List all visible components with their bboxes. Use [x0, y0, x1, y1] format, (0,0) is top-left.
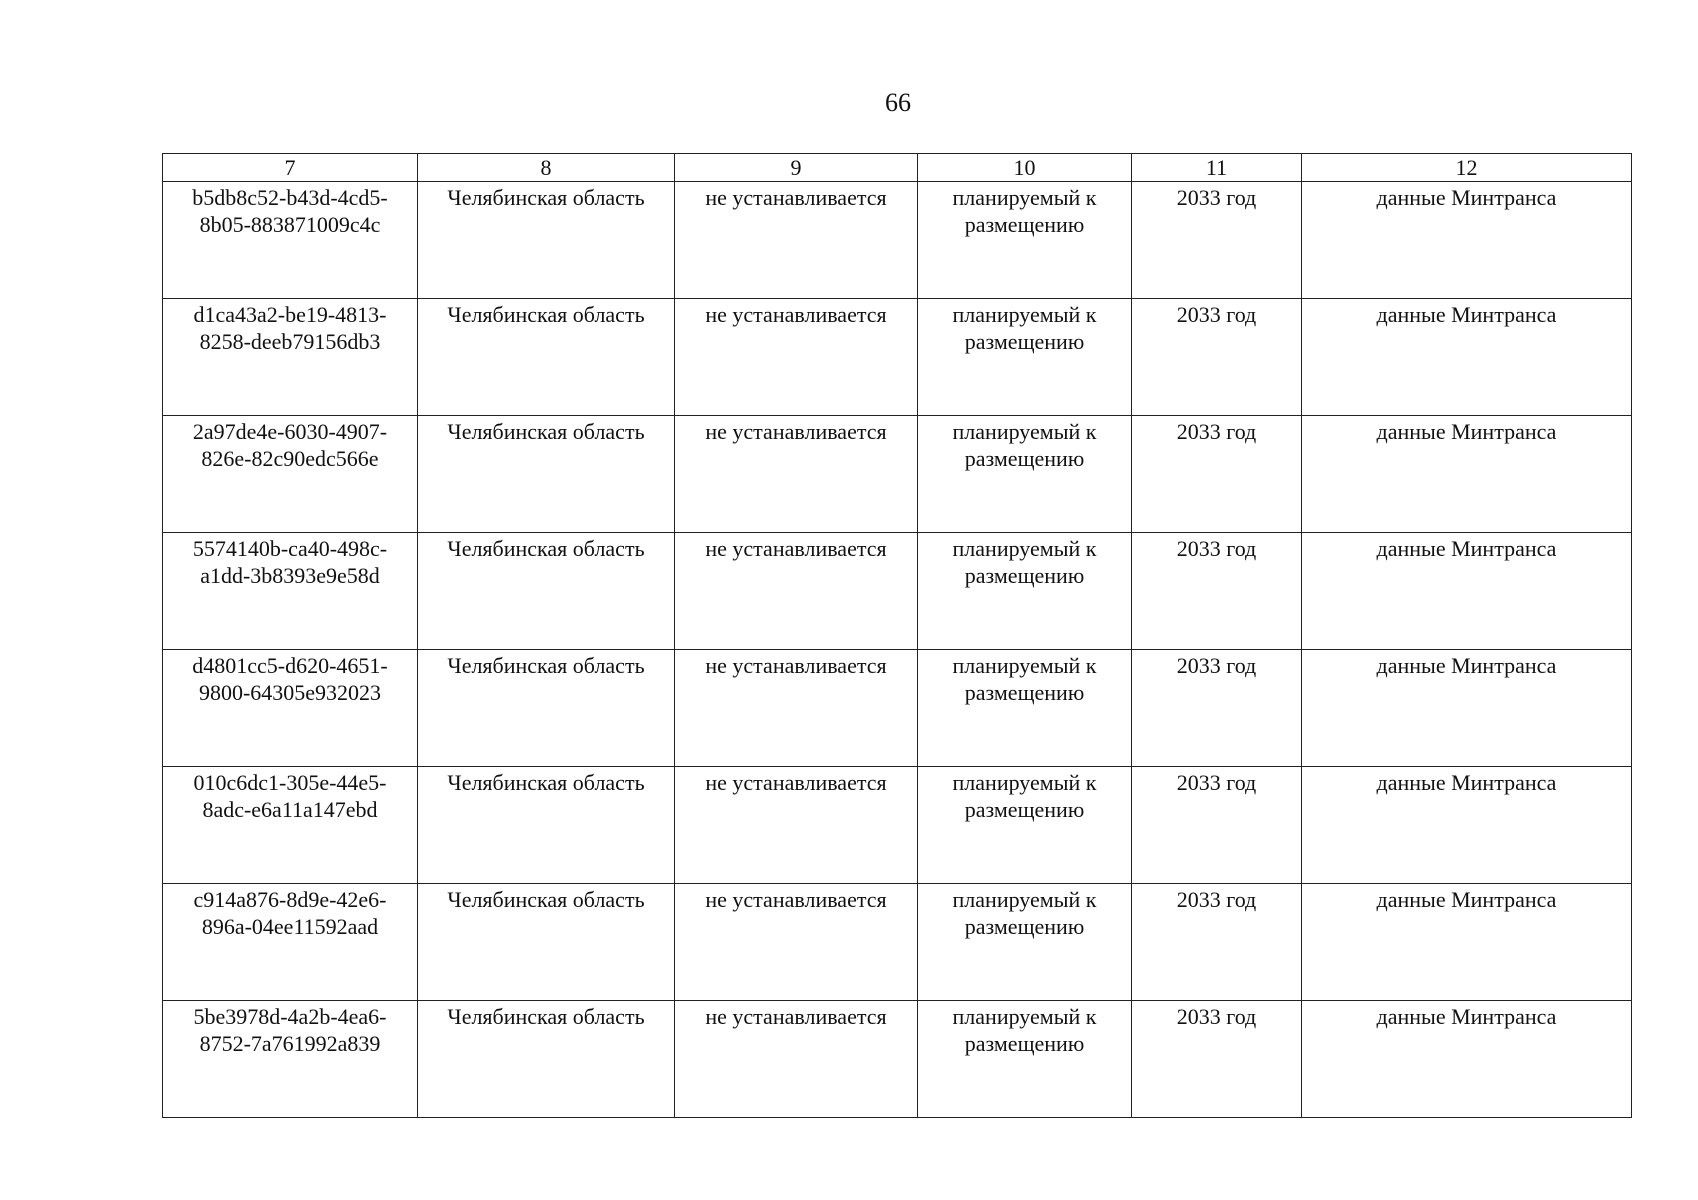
cell-source [1302, 650, 1632, 767]
cell-year [1132, 767, 1302, 884]
cell-status [675, 182, 918, 299]
cell-placement-text: планируемый к [952, 653, 1097, 678]
table-row [163, 416, 1632, 533]
cell-placement-text: планируемый к [952, 185, 1097, 210]
cell-placement [918, 533, 1132, 650]
cell-status-text: не устанавливается [705, 1004, 887, 1029]
cell-object-id [163, 416, 418, 533]
table-row [163, 650, 1632, 767]
cell-region-text: Челябинская область [447, 653, 645, 678]
cell-object-id-text: 8258-deeb79156db3 [199, 329, 381, 354]
cell-year [1132, 650, 1302, 767]
cell-object-id-text: d1ca43a2-be19-4813- [193, 302, 387, 327]
cell-object-id-text: 896a-04ee11592aad [201, 914, 379, 939]
cell-region [418, 299, 675, 416]
cell-object-id-text: 010c6dc1-305e-44e5- [193, 770, 387, 795]
column-header-11: 11 [1132, 154, 1302, 182]
cell-object-id-text: c914a876-8d9e-42e6- [193, 887, 387, 912]
cell-region [418, 182, 675, 299]
cell-region-text: Челябинская область [447, 887, 645, 912]
cell-object-id [163, 767, 418, 884]
cell-placement-text: планируемый к [952, 419, 1097, 444]
cell-placement-text: размещению [964, 914, 1085, 939]
cell-object-id-text: 826e-82c90edc566e [201, 446, 379, 471]
cell-object-id [163, 533, 418, 650]
cell-object-id-text: b5db8c52-b43d-4cd5- [192, 185, 388, 210]
cell-status [675, 767, 918, 884]
cell-status-text: не устанавливается [705, 887, 887, 912]
table-body [163, 182, 1632, 1118]
cell-region-text: Челябинская область [447, 302, 645, 327]
cell-placement [918, 650, 1132, 767]
cell-status [675, 884, 918, 1001]
cell-status [675, 416, 918, 533]
page-number: 66 [885, 88, 911, 117]
data-table [162, 153, 1632, 1118]
cell-region-text: Челябинская область [447, 419, 645, 444]
cell-object-id [163, 299, 418, 416]
table-row [163, 533, 1632, 650]
cell-year [1132, 884, 1302, 1001]
table-header [163, 154, 1632, 182]
cell-source-text: данные Минтранса [1376, 419, 1557, 444]
cell-status [675, 650, 918, 767]
cell-status [675, 299, 918, 416]
table-row [163, 299, 1632, 416]
cell-source [1302, 1001, 1632, 1118]
cell-source-text: данные Минтранса [1376, 770, 1557, 795]
cell-region [418, 416, 675, 533]
cell-source [1302, 767, 1632, 884]
cell-source [1302, 182, 1632, 299]
cell-placement [918, 299, 1132, 416]
cell-source-text: данные Минтранса [1376, 536, 1557, 561]
cell-source-text: данные Минтранса [1376, 653, 1557, 678]
cell-year-text: 2033 год [1176, 770, 1257, 795]
cell-source [1302, 299, 1632, 416]
table-row [163, 1001, 1632, 1118]
cell-year [1132, 1001, 1302, 1118]
cell-placement [918, 884, 1132, 1001]
cell-source [1302, 416, 1632, 533]
cell-placement [918, 182, 1132, 299]
cell-placement-text: планируемый к [952, 1004, 1097, 1029]
cell-region [418, 533, 675, 650]
column-header-12: 12 [1302, 154, 1632, 182]
cell-object-id-text: 2a97de4e-6030-4907- [192, 419, 388, 444]
cell-source-text: данные Минтранса [1376, 1004, 1557, 1029]
cell-placement-text: планируемый к [952, 302, 1097, 327]
cell-placement [918, 416, 1132, 533]
column-header-9: 9 [675, 154, 918, 182]
cell-status [675, 533, 918, 650]
cell-status-text: не устанавливается [705, 653, 887, 678]
cell-placement-text: размещению [964, 446, 1085, 471]
cell-placement-text: размещению [964, 680, 1085, 705]
column-header-7: 7 [163, 154, 418, 182]
cell-source-text: данные Минтранса [1376, 185, 1557, 210]
header-row [163, 154, 1632, 182]
cell-year [1132, 416, 1302, 533]
cell-year [1132, 299, 1302, 416]
cell-year-text: 2033 год [1176, 653, 1257, 678]
cell-region [418, 884, 675, 1001]
cell-placement [918, 1001, 1132, 1118]
cell-object-id-text: 8752-7a761992a839 [199, 1031, 381, 1056]
cell-source-text: данные Минтранса [1376, 887, 1557, 912]
cell-object-id-text: a1dd-3b8393e9e58d [200, 563, 380, 588]
cell-status-text: не устанавливается [705, 185, 887, 210]
cell-year-text: 2033 год [1176, 185, 1257, 210]
cell-region [418, 650, 675, 767]
table-row [163, 767, 1632, 884]
cell-year-text: 2033 год [1176, 302, 1257, 327]
cell-year-text: 2033 год [1176, 419, 1257, 444]
cell-object-id-text: 9800-64305e932023 [198, 680, 382, 705]
cell-source [1302, 884, 1632, 1001]
cell-region-text: Челябинская область [447, 770, 645, 795]
cell-region-text: Челябинская область [447, 1004, 645, 1029]
cell-placement-text: размещению [964, 797, 1085, 822]
cell-region-text: Челябинская область [447, 185, 645, 210]
cell-source [1302, 533, 1632, 650]
cell-placement-text: размещению [964, 212, 1085, 237]
cell-placement-text: планируемый к [952, 887, 1097, 912]
cell-year [1132, 182, 1302, 299]
cell-object-id-text: 5be3978d-4a2b-4ea6- [193, 1004, 387, 1029]
cell-status-text: не устанавливается [705, 419, 887, 444]
cell-object-id-text: 8adc-e6a11a147ebd [202, 797, 378, 822]
cell-status-text: не устанавливается [705, 536, 887, 561]
cell-source-text: данные Минтранса [1376, 302, 1557, 327]
cell-year-text: 2033 год [1176, 887, 1257, 912]
cell-status-text: не устанавливается [705, 770, 887, 795]
cell-placement [918, 767, 1132, 884]
cell-placement-text: размещению [964, 1031, 1085, 1056]
cell-region [418, 1001, 675, 1118]
cell-region-text: Челябинская область [447, 536, 645, 561]
cell-object-id [163, 650, 418, 767]
column-header-8: 8 [418, 154, 675, 182]
cell-object-id [163, 1001, 418, 1118]
cell-object-id [163, 182, 418, 299]
cell-status [675, 1001, 918, 1118]
cell-placement-text: размещению [964, 563, 1085, 588]
cell-object-id-text: 5574140b-ca40-498c- [192, 536, 388, 561]
cell-placement-text: планируемый к [952, 770, 1097, 795]
cell-object-id-text: 8b05-883871009c4c [199, 212, 381, 237]
table-row [163, 884, 1632, 1001]
cell-placement-text: размещению [964, 329, 1085, 354]
cell-object-id [163, 884, 418, 1001]
cell-status-text: не устанавливается [705, 302, 887, 327]
table-row [163, 182, 1632, 299]
cell-placement-text: планируемый к [952, 536, 1097, 561]
cell-object-id-text: d4801cc5-d620-4651- [192, 653, 388, 678]
cell-year [1132, 533, 1302, 650]
cell-year-text: 2033 год [1176, 536, 1257, 561]
column-header-10: 10 [918, 154, 1132, 182]
cell-year-text: 2033 год [1176, 1004, 1257, 1029]
cell-region [418, 767, 675, 884]
